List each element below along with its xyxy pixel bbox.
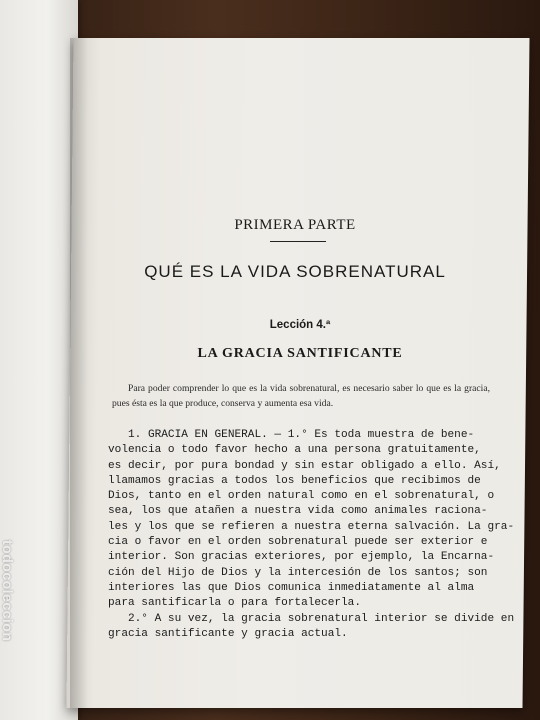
body-line: para santificarla o para fortalecerla. bbox=[108, 597, 361, 610]
part-label: PRIMERA PARTE bbox=[234, 217, 356, 233]
body-line: interiores las que Dios comunica inmediatamente al alma bbox=[108, 581, 475, 594]
page-title: QUÉ ES LA VIDA SOBRENATURAL bbox=[144, 262, 446, 281]
lesson-label: Lección 4.ª bbox=[269, 319, 331, 331]
body-line: les y los que se refieren a nuestra eterna salvación. La gra- bbox=[108, 520, 515, 533]
body-line: sea, los que atañen a nuestra vida como animales raciona- bbox=[108, 505, 488, 518]
body-line: ción del Hijo de Dios y la intercesión de los santos; son bbox=[108, 566, 488, 579]
body-line: Dios, tanto en el orden natural como en el sobrenatural, o bbox=[108, 490, 495, 503]
watermark bbox=[0, 540, 24, 710]
body-line: cia o favor en el orden sobrenatural puede ser exterior e bbox=[108, 536, 488, 549]
lesson-subtitle: LA GRACIA SANTIFICANTE bbox=[197, 346, 403, 361]
body-line: interior. Son gracias exteriores, por ejemplo, la Encarna- bbox=[108, 551, 495, 564]
body-line: 2.° A su vez, la gracia sobrenatural interior se divide en bbox=[108, 612, 515, 625]
body-line: 1. GRACIA EN GENERAL. — 1.° Es toda muestra de bene- bbox=[108, 429, 475, 441]
watermark-text: todocoleccion bbox=[0, 540, 16, 642]
body-line: llamamos gracias a todos los beneficios que recibimos de bbox=[108, 474, 481, 487]
body-text bbox=[108, 428, 515, 642]
intro-paragraph bbox=[112, 381, 490, 411]
body-line: es decir, por pura bondad y sin estar obligado a ello. Así, bbox=[108, 459, 501, 472]
body-line: gracia santificante y gracia actual. bbox=[108, 627, 348, 640]
title-divider bbox=[270, 241, 326, 242]
body-line: volencia o todo favor hecho a una persona gratuitamente, bbox=[108, 444, 481, 457]
intro-text: Para poder comprender lo que es la vida sobrenatural, es necesario saber lo que es la gracia, pues ésta es la que produce, conserva y aumenta esa vida. bbox=[112, 383, 490, 409]
